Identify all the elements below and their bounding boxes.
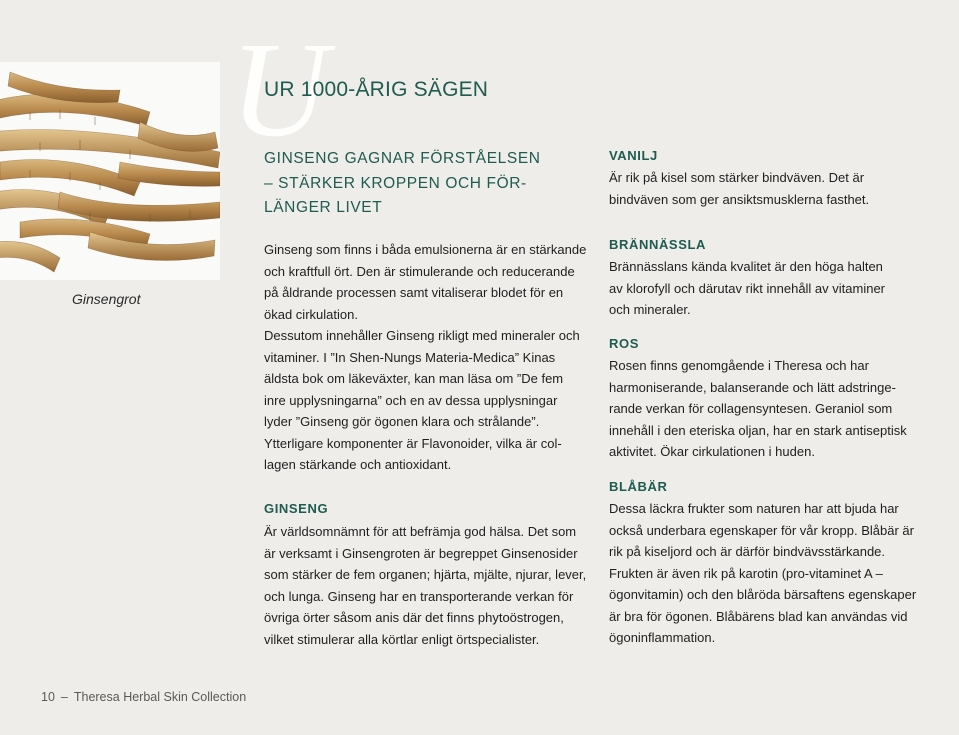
subtitle [264, 147, 574, 221]
text-line: innehåll i den eteriska oljan, har en stark antiseptisk [609, 422, 907, 438]
text-line: rande verkan för collagensyntesen. Geraniol som [609, 401, 893, 416]
subtitle-line: – STÄRKER KROPPEN OCH FÖR- [264, 174, 527, 192]
footer-dash: – [60, 690, 68, 704]
intro-text [264, 239, 587, 476]
photo-caption: Ginsengrot [72, 291, 141, 307]
text-line: inre upplysningarna” och en av dessa upplysningar [264, 392, 558, 408]
text-line: som stärker de fem organen; hjärta, mjälte, njurar, lever, [264, 567, 587, 582]
text-line: Är världsomnämnt för att befrämja god hälsa. Det som [264, 524, 577, 539]
text-line: Dessa läckra frukter som naturen har att bjuda har [609, 501, 899, 516]
text-line: Ginseng som finns i båda emulsionerna är en stärkande [264, 242, 587, 257]
page-number: 10 [41, 690, 55, 704]
text-line: vilket stimulerar alla körtlar enligt örtspecialister. [264, 631, 540, 647]
page-title: UR 1000-ÅRIG SÄGEN [264, 78, 489, 101]
section-text [264, 521, 587, 650]
section-brannassla [609, 236, 929, 321]
section-ginseng [264, 500, 587, 650]
text-line: och lunga. Ginseng har en transporterande verkan för [264, 588, 574, 604]
text-line: äldsta bok om läkeväxter, kan man läsa om ”De fem [264, 371, 564, 386]
text-line: harmoniserande, balanserande och lätt adstringe- [609, 379, 896, 395]
text-line: av klorofyll och därutav rikt innehåll av vitaminer [609, 280, 886, 296]
section-text [609, 167, 929, 210]
text-line: Frukten är även rik på karotin (pro-vitaminet A – [609, 565, 883, 581]
text-line: ögonvitamin) och den blåröda bärsaftens egenskaper [609, 587, 917, 602]
publication-name: Theresa Herbal Skin Collection [73, 690, 247, 704]
section-vanilj [609, 147, 929, 210]
section-text [609, 355, 929, 463]
subtitle-line: GINSENG GAGNAR FÖRSTÅELSEN [264, 150, 541, 167]
ginseng-root-illustration [0, 62, 220, 280]
section-heading: BLÅBÄR [609, 479, 668, 494]
text-line: också underbara egenskaper för vår kropp. Blåbär är [609, 522, 914, 538]
section-blabar [609, 478, 929, 649]
section-text [609, 256, 929, 321]
text-line: ögoninflammation. [609, 630, 716, 645]
text-line: är bra för ögonen. Blåbärens blad kan användas vid [609, 608, 908, 624]
text-line: Dessutom innehåller Ginseng rikligt med mineraler och [264, 328, 580, 343]
text-line: bindväven som ger ansiktsmusklerna fasthet. [609, 191, 870, 207]
text-line: övriga örter såsom anis där det finns phytoöstrogen, [264, 610, 564, 625]
text-line: ökad cirkulation. [264, 306, 358, 322]
section-heading: ROS [609, 336, 639, 351]
text-line: är verksamt i Ginsengroten är begreppet Ginsenosider [264, 545, 578, 561]
text-line: rik på kiseljord och är därför bindvävsstärkande. [609, 544, 886, 559]
text-line: Brännässlans kända kvalitet är den höga halten [609, 259, 883, 274]
text-line: vitaminer. I ”In Shen-Nungs Materia-Medica” Kinas [264, 349, 556, 365]
text-line: Ytterligare komponenter är Flavonoider, vilka är col- [264, 435, 562, 451]
page-footer [41, 690, 246, 704]
decorative-initial: U [230, 15, 329, 165]
section-heading: BRÄNNÄSSLA [609, 237, 706, 252]
text-line: lyder ”Ginseng gör ögonen klara och strålande”. [264, 414, 540, 429]
text-line: Är rik på kisel som stärker bindväven. Det är [609, 170, 865, 185]
section-heading: VANILJ [609, 148, 658, 163]
text-line: aktivitet. Ökar cirkulationen i huden. [609, 444, 815, 459]
section-heading: GINSENG [264, 501, 329, 516]
section-text [609, 498, 929, 649]
section-ros [609, 335, 929, 463]
text-line: och mineraler. [609, 302, 691, 317]
text-line: och kraftfull ört. Den är stimulerande och reducerande [264, 263, 575, 279]
text-line: Rosen finns genomgående i Theresa och har [609, 358, 869, 373]
subtitle-line: LÄNGER LIVET [264, 199, 383, 216]
text-line: lagen stärkande och antioxidant. [264, 457, 452, 472]
intro-paragraph [264, 239, 587, 476]
text-line: på åldrande processen samt vitaliserar blodet för en [264, 285, 564, 300]
ginseng-root-image [0, 62, 220, 280]
